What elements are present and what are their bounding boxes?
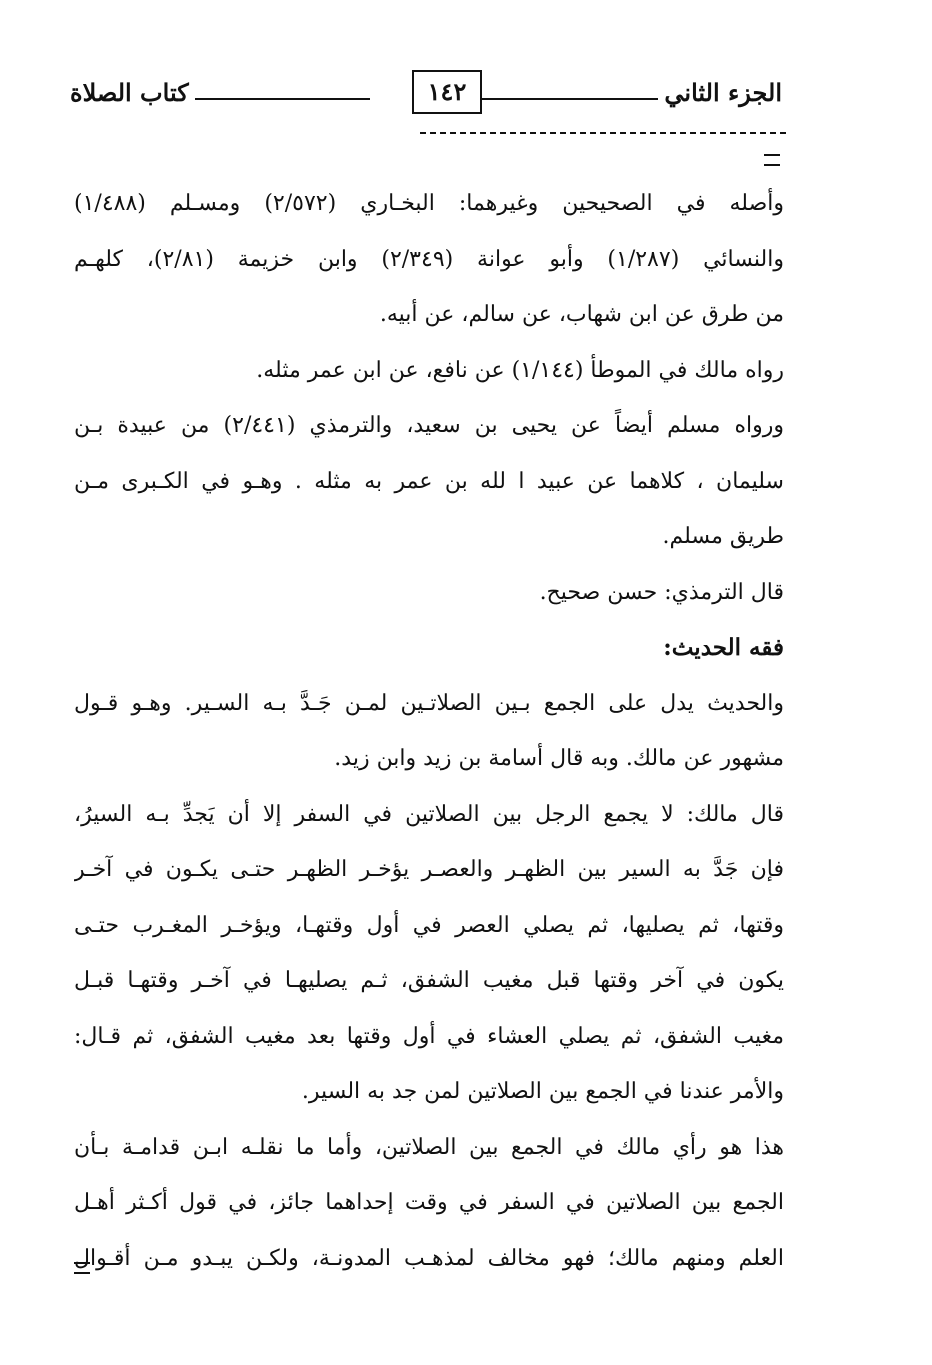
text-line: رواه مالك في الموطأ (١/١٤٤) عن نافع، عن ابن عمر مثله.: [256, 357, 784, 383]
text-line: والحديث يدل على الجمع بـين الصلاتـين لمـن جَـدَّ بـه السـير. وهـو قـول: [74, 690, 784, 716]
book-title: كتاب الصلاة: [70, 78, 189, 107]
text-line: سليمان ، كلاهما عن عبيد ا لله بن عمر به مثله . وهـو في الكـبرى مـن: [74, 468, 784, 494]
header-rule-left: [195, 98, 370, 100]
page-body: [74, 176, 784, 1286]
text-line: يكون في آخر وقتها قبل مغيب الشفق، ثـم يصليهـا في آخـر وقتهـا قبـل: [74, 968, 784, 993]
text-line: الجمع بين الصلاتين في السفر في وقت إحداهما جائز، في قول أكـثر أهـل: [74, 1190, 784, 1215]
text-line: وأصله في الصحيحين وغيرهما: البخـاري (٢/٥٧٢) ومسـلم (١/٤٨٨): [74, 191, 784, 216]
text-line: والأمر عندنا في الجمع بين الصلاتين لمن جد به السير.: [301, 1079, 784, 1104]
page-number: ١٤٢: [412, 70, 482, 114]
text-line: العلم ومنهم مالك؛ فهو مخالف لمذهـب المدونـة، ولكـن يبـدو مـن أقـوال: [74, 1245, 784, 1271]
section-heading: فقه الحديث:: [663, 634, 784, 661]
separator-dashes: [420, 132, 786, 134]
text-line: مشهور عن مالك. وبه قال أسامة بن زيد وابن زيد.: [334, 746, 784, 771]
text-line: فإن جَدَّ به السير بين الظهـر والعصـر يؤخـر الظهـر حتـى يكـون في آخـر: [74, 857, 784, 882]
continuation-mark-bottom: [74, 1262, 90, 1274]
text-line: هذا هو رأي مالك في الجمع بين الصلاتين، وأما ما نقلـه ابـن قدامـة بـأن: [74, 1134, 784, 1160]
text-line: وقتها، ثم يصليها، ثم يصلي العصر في أول وقتهـا، ويؤخـر المغـرب حتـى: [74, 912, 784, 938]
text-line: مغيب الشفق، ثم يصلي العشاء في أول وقتها بعد مغيب الشفق، ثم قـال:: [74, 1023, 784, 1049]
text-line: قال الترمذي: حسن صحيح.: [539, 579, 784, 605]
text-line: طريق مسلم.: [662, 524, 784, 549]
text-line: من طرق عن ابن شهاب، عن سالم، عن أبيه.: [379, 302, 784, 327]
text-line: ورواه مسلم أيضاً عن يحيى بن سعيد، والترمذي (٢/٤٤١) من عبيدة بـن: [74, 413, 784, 438]
text-line: قال مالك: لا يجمع الرجل بين الصلاتين في السفر إلا أن يَجدِّ بـه السيرُ،: [74, 801, 784, 827]
continuation-mark-top: [764, 154, 780, 166]
text-line: والنسائي (١/٢٨٧) وأبو عوانة (٢/٣٤٩) وابن خزيمة (٢/٨١)، كلهـم: [74, 246, 784, 272]
part-title: الجزء الثاني: [664, 78, 782, 107]
page-header: [70, 68, 782, 120]
header-rule-right: [482, 98, 658, 100]
